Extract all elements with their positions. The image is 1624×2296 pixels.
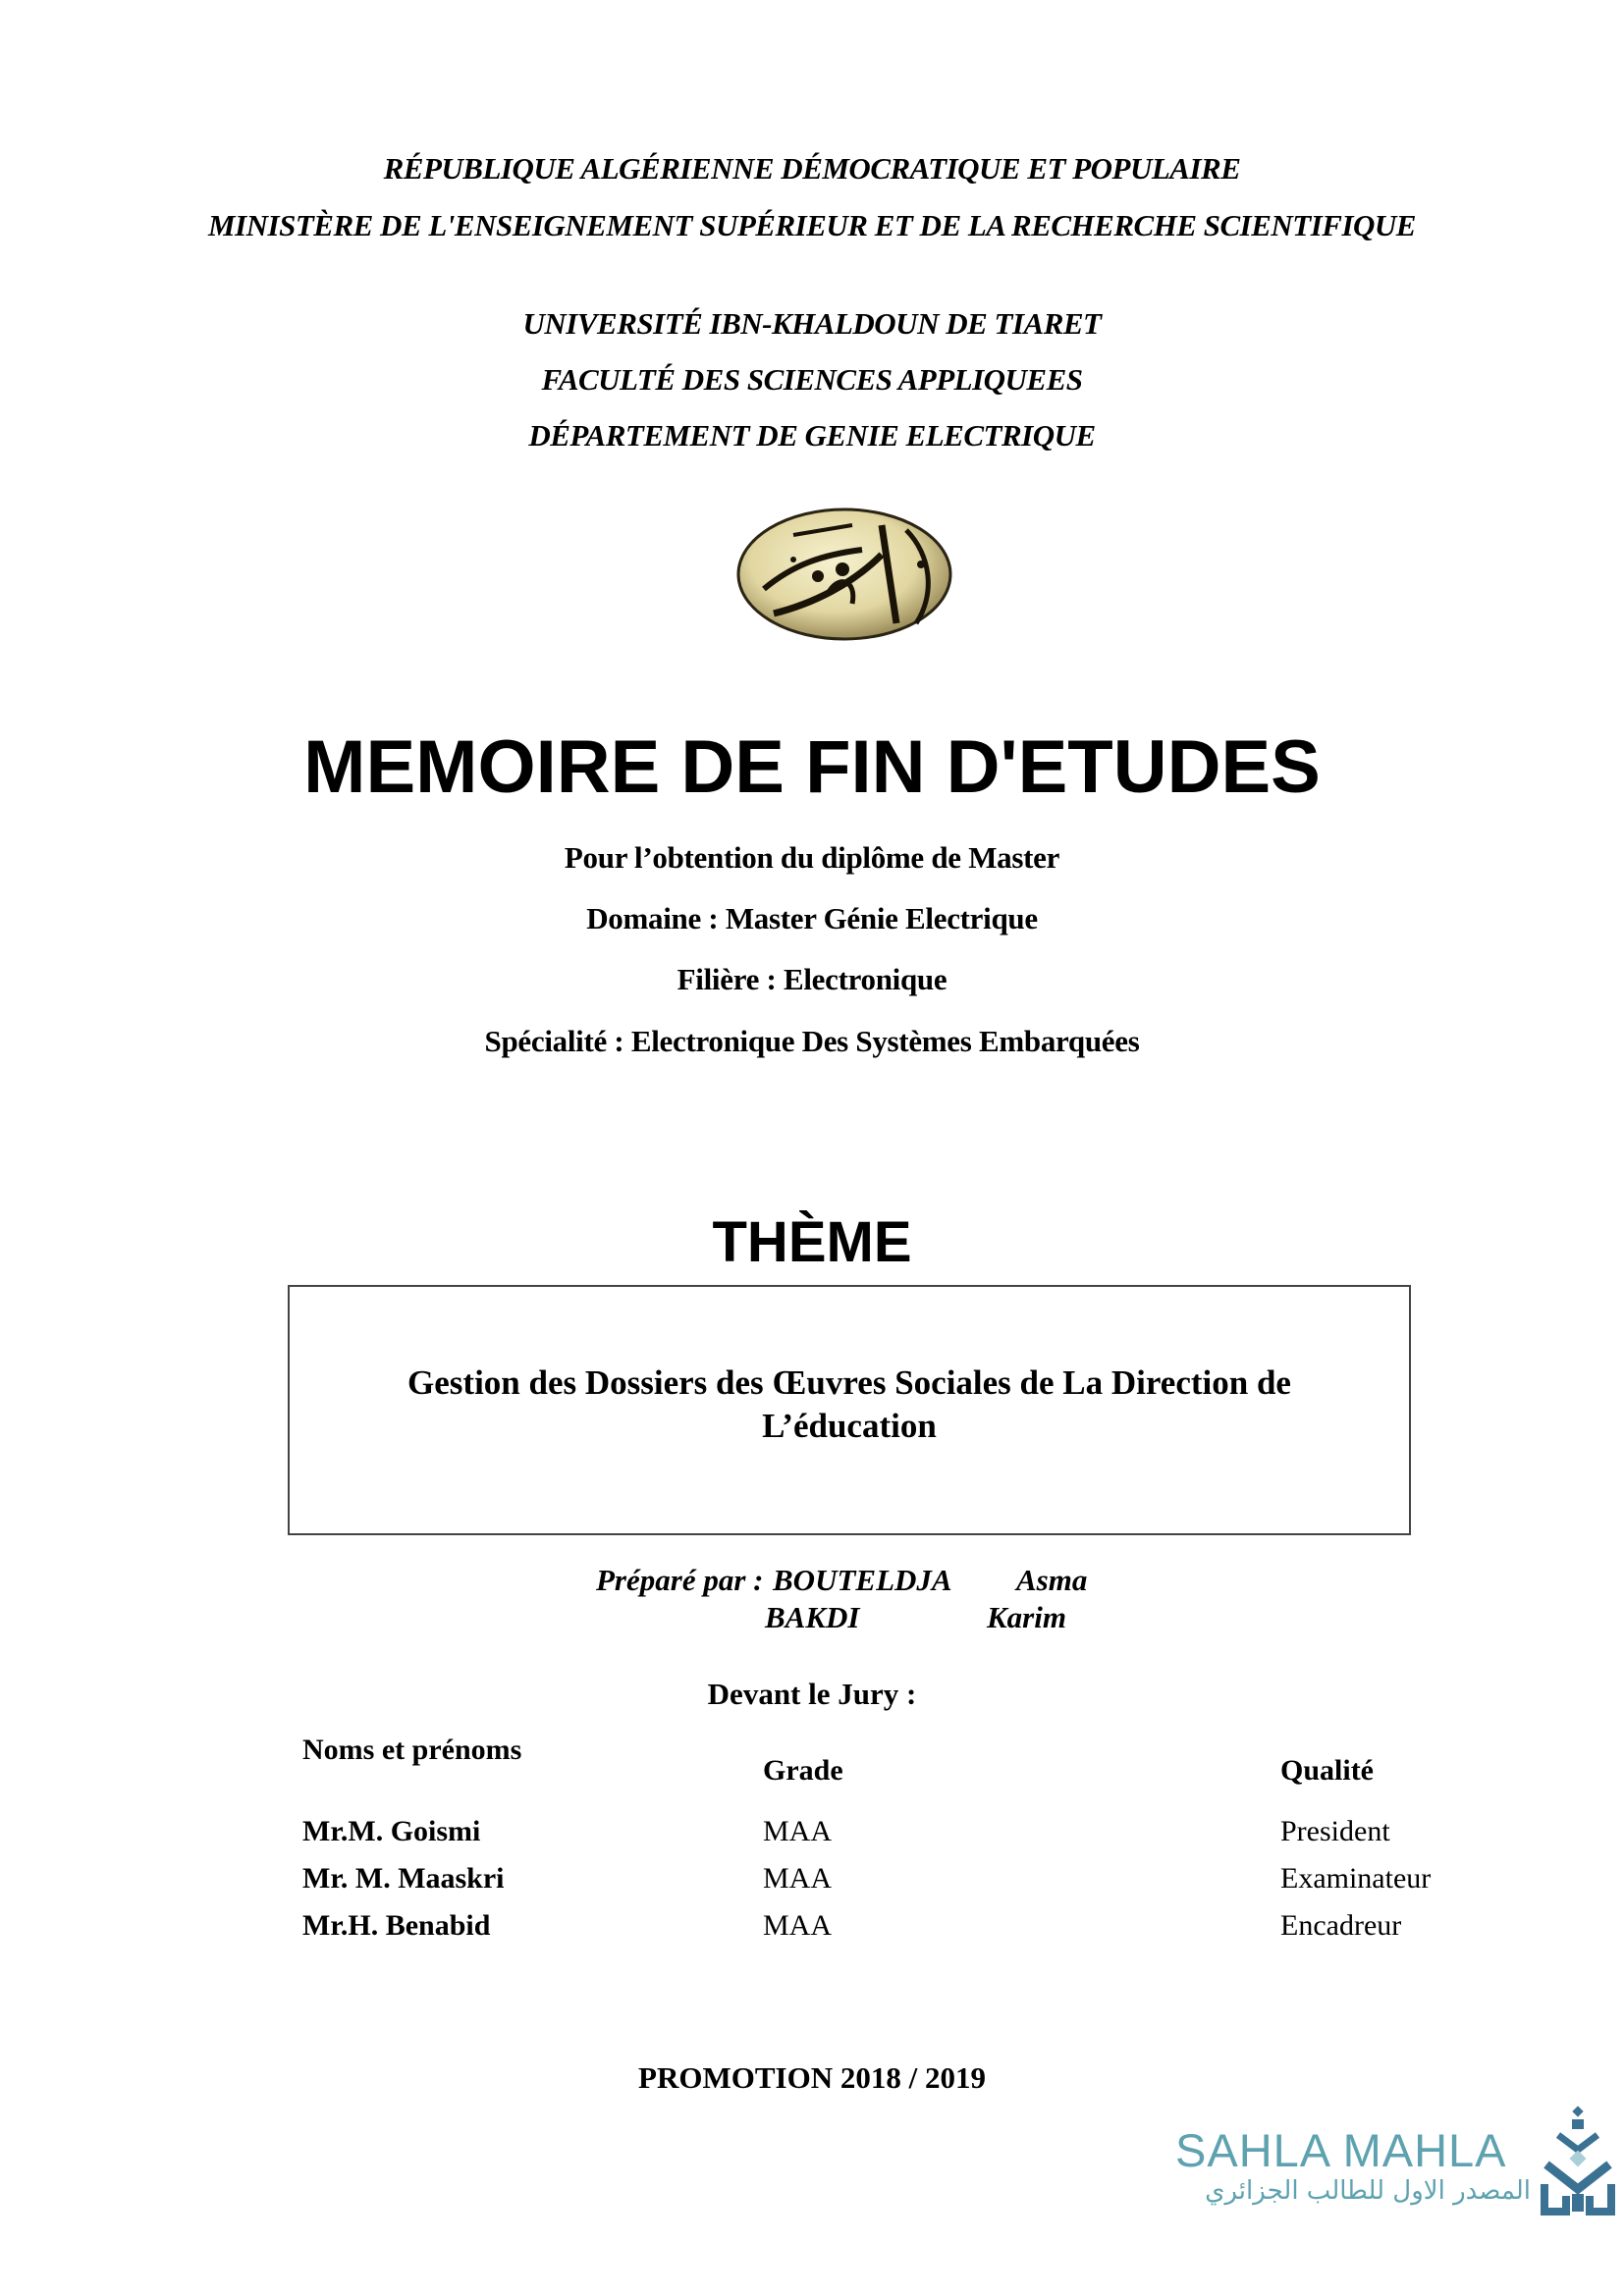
theme-heading: THÈME <box>712 1210 912 1274</box>
department-name: DÉPARTEMENT DE GENIE ELECTRIQUE <box>528 418 1096 453</box>
column-header-name: Noms et prénoms <box>302 1734 522 1766</box>
watermark-subtitle: المصدر الاول للطالب الجزائري <box>1205 2176 1531 2206</box>
university-name: UNIVERSITÉ IBN-KHALDOUN DE TIARET <box>522 306 1102 341</box>
jury-row-2-grade: MAA <box>763 1862 833 1895</box>
theme-title-line-1: Gestion des Dossiers des Œuvres Sociales de La Direction de <box>407 1362 1291 1402</box>
jury-heading: Devant le Jury : <box>707 1677 917 1711</box>
theme-title <box>358 1362 1340 1448</box>
theme-title-line-2: L’éducation <box>762 1406 937 1445</box>
degree-specialty: Spécialité : Electronique Des Systèmes Embarquées <box>484 1024 1140 1058</box>
student-2-first-name: Karim <box>987 1600 1066 1634</box>
sahla-mahla-watermark <box>1173 2106 1624 2218</box>
jury-row-1-role: President <box>1280 1815 1390 1847</box>
faculty-name: FACULTÉ DES SCIENCES APPLIQUEES <box>541 362 1083 397</box>
jury-row-1-name: Mr.M. Goismi <box>302 1815 481 1847</box>
jury-row-3-role: Encadreur <box>1280 1909 1402 1942</box>
jury-row-3-name: Mr.H. Benabid <box>302 1909 491 1942</box>
jury-row-2-name: Mr. M. Maaskri <box>302 1862 505 1895</box>
university-seal-icon <box>734 496 958 645</box>
prepared-by-label: Préparé par : <box>596 1563 764 1597</box>
ministry-header: MINISTÈRE DE L'ENSEIGNEMENT SUPÉRIEUR ET DE LA RECHERCHE SCIENTIFIQUE <box>208 208 1416 242</box>
jury-row-2-role: Examinateur <box>1280 1862 1432 1895</box>
degree-field: Filière : Electronique <box>677 962 947 996</box>
jury-row-3-grade: MAA <box>763 1909 833 1942</box>
column-header-role: Qualité <box>1280 1754 1374 1787</box>
student-1-first-name: Asma <box>1016 1563 1088 1597</box>
column-header-grade: Grade <box>763 1754 843 1787</box>
degree-purpose: Pour l’obtention du diplôme de Master <box>564 840 1060 875</box>
watermark-title: SAHLA MAHLA <box>1175 2124 1507 2176</box>
student-2-last-name: BAKDI <box>765 1600 860 1634</box>
promotion-year: PROMOTION 2018 / 2019 <box>638 2060 986 2095</box>
republic-header: RÉPUBLIQUE ALGÉRIENNE DÉMOCRATIQUE ET POPULAIRE <box>383 151 1241 186</box>
sahla-mahla-calligraphy-icon <box>1539 2106 1617 2218</box>
jury-row-1-grade: MAA <box>763 1815 833 1847</box>
theme-box <box>288 1285 1411 1535</box>
degree-domain: Domaine : Master Génie Electrique <box>586 901 1038 935</box>
document-title: MEMOIRE DE FIN D'ETUDES <box>303 725 1321 809</box>
student-1-last-name: BOUTELDJA <box>773 1563 952 1597</box>
